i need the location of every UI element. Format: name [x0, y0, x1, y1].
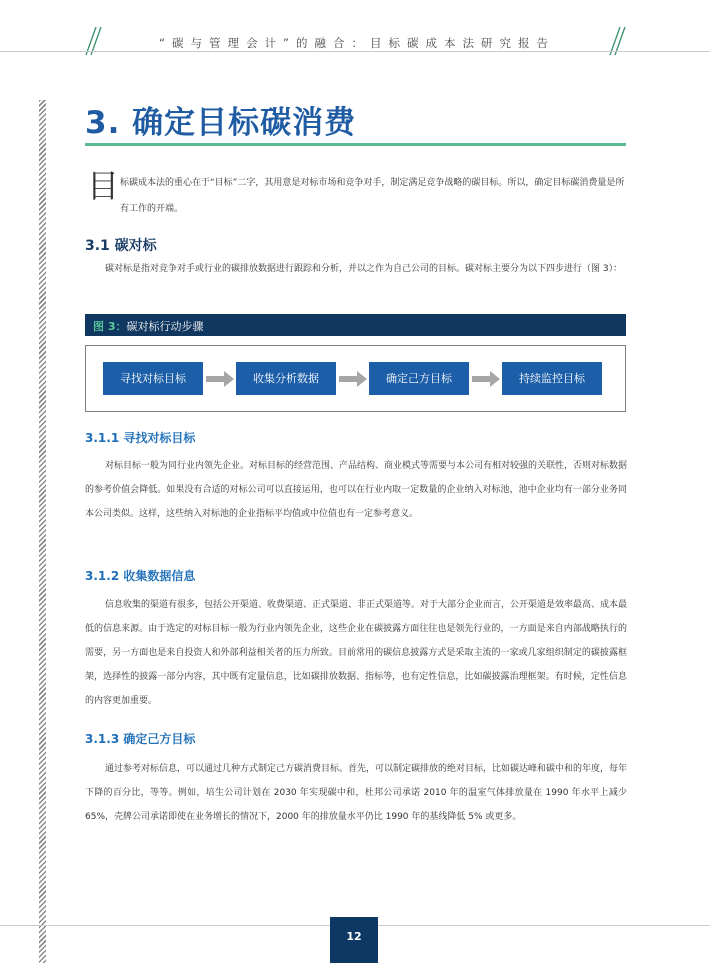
header-rule	[0, 51, 710, 52]
step-box-2: 收集分析数据	[236, 362, 336, 395]
section-heading-3-1-3: 3.1.3 确定己方目标	[85, 732, 196, 746]
section-3-1-2-paragraph: 信息收集的渠道有很多，包括公开渠道、收费渠道、正式渠道、非正式渠道等。对于大部分企业而言，公开渠道是效率最高、成本最低的信息来源。由于选定的对标目标一般为行业内领先企业，这些企业在碳披露方面往往也是领先行业的，一方面是来自内部战略执行的需要，另一方面也是来自投资人和外部利益相关者的压力所致。目前常用的碳信息披露方式是采取主流的一家或几家组织制定的碳披露框架，选择性的披露一部分内容，其中既有定量信息，比如碳排放数据、指标等，也有定性信息，比如碳披露治理框架。有时候，定性信息的内容更加重要。	[85, 600, 628, 706]
step-box-4: 持续监控目标	[502, 362, 602, 395]
figure-caption: 碳对标行动步骤	[126, 320, 204, 333]
figure-title	[93, 318, 203, 334]
page-header	[0, 0, 710, 58]
arrow-right-icon	[339, 371, 367, 387]
binding-stripe	[39, 100, 46, 963]
page-number: 12	[346, 930, 362, 943]
arrow-right-icon	[472, 371, 500, 387]
figure-title-bar	[85, 314, 626, 336]
chapter-title: 3. 确定目标碳消费	[85, 105, 357, 141]
figure-diagram	[85, 345, 626, 412]
section-heading-3-1: 3.1 碳对标	[85, 238, 157, 254]
running-title: “碳与管理会计”的融合：目标碳成本法研究报告	[159, 36, 555, 50]
arrow-right-icon	[206, 371, 234, 387]
intro-paragraph: 标碳成本法的重心在于“目标”二字，其用意是对标市场和竞争对手，制定满足竞争战略的碳目标。所以，确定目标碳消费量是所有工作的开端。	[120, 178, 625, 214]
figure-label: 图 3：	[93, 320, 127, 333]
drop-cap: 目	[87, 167, 120, 205]
section-3-1-1-paragraph: 对标目标一般为同行业内领先企业。对标目标的经营范围、产品结构、商业模式等需要与本公司有相对较强的关联性，否则对标数据的参考价值会降低。如果没有合适的对标公司可以直接运用，也可以在行业内取一定数量的企业纳入对标池，池中企业均有一部分业务同本公司类似。这样，这些纳入对标池的企业指标平均值或中位值也有一定参考意义。	[85, 461, 628, 519]
section-3-1-paragraph: 碳对标是指对竞争对手或行业的碳排放数据进行跟踪和分析，并以之作为自己公司的目标。碳对标主要分为以下四步进行（图 3）：	[105, 264, 623, 274]
section-heading-3-1-2: 3.1.2 收集数据信息	[85, 569, 196, 583]
title-underline	[85, 143, 626, 146]
step-box-3: 确定己方目标	[369, 362, 469, 395]
section-heading-3-1-1: 3.1.1 寻找对标目标	[85, 431, 196, 445]
page-number-box	[330, 917, 378, 963]
section-3-1-3-paragraph: 通过参考对标信息，可以通过几种方式制定己方碳消费目标。首先，可以制定碳排放的绝对目标，比如碳达峰和碳中和的年度，每年下降的百分比，等等。例如，培生公司计划在 2030 年实现碳中和，杜邦公司承诺 2010 年的温室气体排放量在 1990 年水平上减少 65%，壳牌公司承诺即使在业务增长的情况下，2000 年的排放量水平仍比 1990 年的基线降低 5% 或更多。	[85, 764, 628, 822]
step-box-1: 寻找对标目标	[103, 362, 203, 395]
